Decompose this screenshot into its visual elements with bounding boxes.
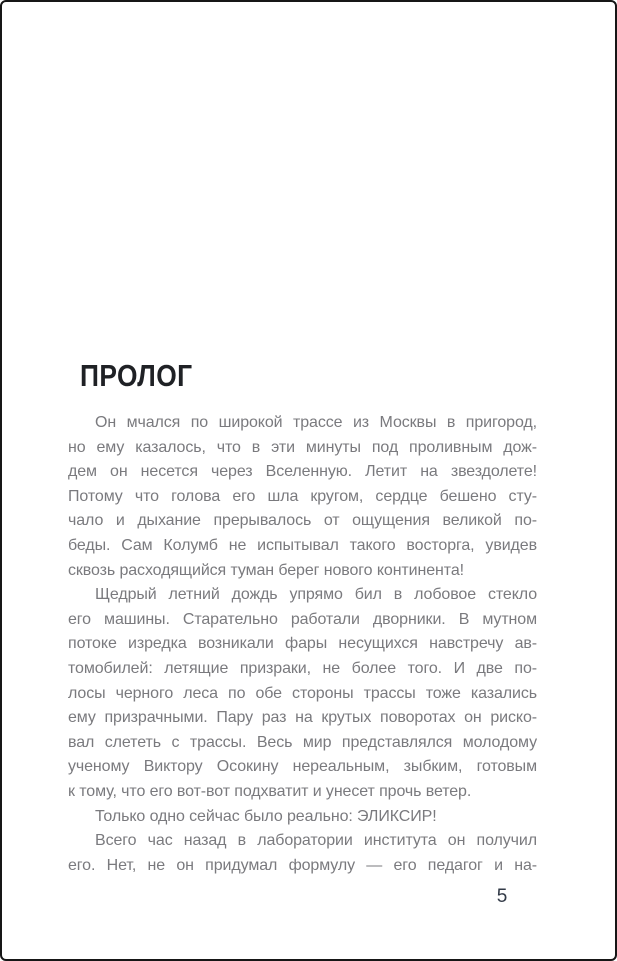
text-line: томобилей: летящие призраки, не более того. И две по- <box>68 659 537 677</box>
page-number: 5 <box>496 886 508 907</box>
paragraph <box>68 805 537 830</box>
paragraph <box>68 411 537 583</box>
text-line: Потому что голова его шла кругом, сердце бешено сту- <box>68 487 537 505</box>
text-line: Он мчался по широкой трассе из Москвы в пригород, <box>95 414 537 431</box>
text-line: дем он несется через Вселенную. Летит на звездолете! <box>68 463 537 481</box>
text-line: Щедрый летний дождь упрямо бил в лобовое стекло <box>95 586 537 604</box>
text-line: Только одно сейчас было реально: ЭЛИКСИР! <box>95 807 437 825</box>
text-line: его машины. Старательно работали дворники. В мутном <box>68 610 537 628</box>
text-line: его. Нет, не он придумал формулу — его педагог и на- <box>68 856 537 874</box>
text-line: потоке изредка возникали фары несущихся навстречу ав- <box>68 635 537 653</box>
text-line: вал слететь с трассы. Весь мир представлялся молодому <box>68 733 537 751</box>
text-line: к тому, что его вот-вот подхватит и унесет прочь ветер. <box>68 782 472 800</box>
chapter-heading: ПРОЛОГ <box>80 358 193 393</box>
text-line: Всего час назад в лаборатории института он получил <box>95 832 537 850</box>
text-line: ему призрачными. Пару раз на крутых поворотах он риско- <box>68 709 537 727</box>
text-block <box>68 411 537 878</box>
text-line: но ему казалось, что в эти минуты под проливным дож- <box>68 438 537 456</box>
text-line: лосы черного леса по обе стороны трассы тоже казались <box>68 684 537 702</box>
text-line: чало и дыхание прерывалось от ощущения великой по- <box>68 512 537 530</box>
text-line: сквозь расходящийся туман берег нового континента! <box>68 561 464 579</box>
text-line: ученому Виктору Осокину нереальным, зыбким, готовым <box>68 758 537 776</box>
text-line: беды. Сам Колумб не испытывал такого восторга, увидев <box>68 536 537 554</box>
paragraph <box>68 829 537 878</box>
paragraph <box>68 583 537 804</box>
